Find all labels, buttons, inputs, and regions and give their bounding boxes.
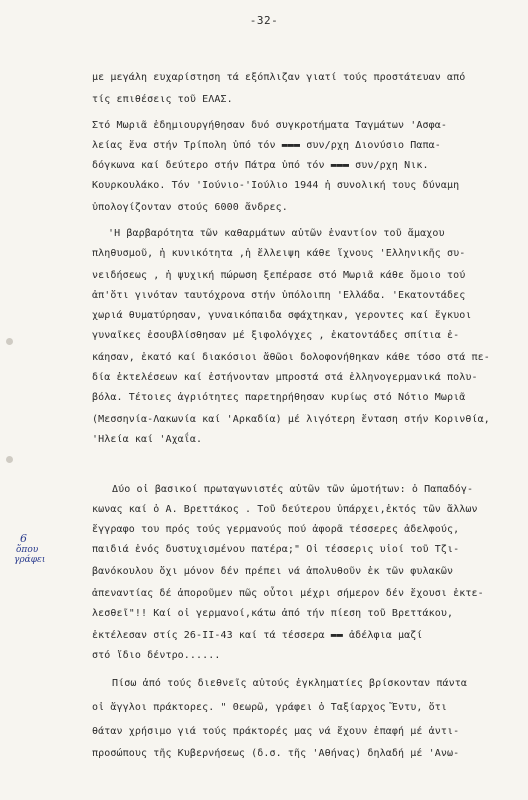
text-line: χωριά θυματύρησαν, γυναικόπαιδα σφάχτηκαν, γεροντες καί ἔγκυοι — [92, 310, 472, 321]
handwritten-margin-note — [10, 532, 45, 565]
margin-note-word: γράφει — [14, 555, 46, 565]
text-line: βανόκουλου ὄχι μόνον δέν πρέπει νά ἀπολυθοῦν ἐκ τῶν φυλακῶν — [92, 566, 454, 577]
text-line: στό ἴδιο δέντρο...... — [92, 650, 221, 661]
text-line: Κουρκουλάκο. Τόν 'Ιούνιο-'Ιούλιο 1944 ἡ συνολική τους δύναμη — [92, 180, 460, 191]
text-line: ἐκτέλεσαν στίς 26-II-43 καί τά τέσσερα ▬▬ ἀδέλφια μαζί — [92, 630, 423, 641]
text-line: πληθυσμοῦ, ἡ κυνικότητα ,ἡ ἔλλειψη κάθε ἴχνους 'Ελληνικῆς συ- — [92, 248, 466, 259]
text-line: θάταν χρήσιμο γιά τούς πράκτορές μας νά ἔχουν ἐπαφή μέ ἀντι- — [92, 726, 460, 737]
text-line: Στό Μωριᾶ ἐδημιουργήθησαν δυό συγκροτήματα Ταγμάτων 'Ασφα- — [92, 120, 447, 131]
text-line: νειδήσεως , ἡ ψυχική πώρωση ξεπέρασε στό Μωριᾶ κάθε ὅμοιο τού — [92, 270, 466, 281]
text-line: ἀπ'ὅτι γινόταν ταυτόχρονα στήν ὑπόλοιπη 'Ελλάδα. 'Εκατοντάδες — [92, 290, 466, 301]
text-line: οἱ ἄγγλοι πράκτορες. " Θεωρῶ, γράφει ὁ Ταξίαρχος Ἔντυ, ὅτι — [92, 702, 447, 713]
text-line: προσώπους τῆς Κυβερνήσεως (δ.σ. τῆς 'Αθήνας) δηλαδή μέ 'Ανω- — [92, 748, 460, 759]
text-line: δόγκωνα καί δεύτερο στήν Πάτρα ὑπό τόν ▬▬▬ συν/ρχη Νικ. — [92, 160, 429, 171]
punch-hole — [6, 456, 13, 463]
punch-hole — [6, 338, 13, 345]
text-line: 'Η βαρβαρότητα τῶν καθαρμάτων αὐτῶν ἐναντίον τοῦ ἄμαχου — [108, 228, 445, 239]
text-line: κάησαν, ἑκατό καί διακόσιοι ἄθῶοι δολοφονήθηκαν κάθε τόσο στά πε- — [92, 352, 490, 363]
text-line: ἀπεναντίας δέ ἀποροῦμεν πῶς οὗτοι μέχρι σήμερον δέν ἔχουσι ἐκτε- — [92, 588, 484, 599]
text-line: λεσθεῖ"!! Καί οἱ γερμανοί,κάτω ἀπό τήν πίεση τοῦ Βρεττάκου, — [92, 608, 454, 619]
text-line: ὑπολογίζονταν στούς 6000 ἄνδρες. — [92, 202, 288, 213]
text-line: κωνας καί ὁ Α. Βρεττάκος . Τοῦ δεύτερου ὑπάρχει,ἐκτός τῶν ἄλλων — [92, 504, 478, 515]
text-line: τίς επιθέσεις τοῦ ΕΛΑΣ. — [92, 94, 233, 105]
text-line: βόλα. Τέτοιες ἀγριότητες παρετηρήθησαν κυρίως στό Νότιο Μωριᾶ — [92, 392, 466, 403]
text-line: με μεγάλη ευχαρίστηση τά εξόπλιζαν γιατί τούς προστάτευαν από — [92, 72, 466, 83]
margin-note-word: ὅπου — [16, 545, 39, 555]
margin-note-number: 6 — [20, 532, 27, 545]
text-line: (Μεσσηνία-Λακωνία καί 'Αρκαδία) μέ λιγότερη ἔνταση στήν Κορινθία, — [92, 414, 490, 425]
text-line: δία ἐκτελέσεων καί ἐστήνονταν μπροστά στά ἑλληνογερμανικά πολυ- — [92, 372, 478, 383]
page-number: -32- — [249, 14, 279, 27]
text-line: ἔγγραφο του πρός τούς γερμανούς πού ἀφορᾶ τέσσερες ἀδελφούς, — [92, 524, 460, 535]
text-line: Δύο οἱ βασικοί πρωταγωνιστές αὐτῶν τῶν ὠμοτήτων: ὁ Παπαδόγ- — [112, 484, 474, 495]
text-line: λείας ἕνα στήν Τρίπολη ὑπό τόν ▬▬▬ συν/ρχη Διονύσιο Παπα- — [92, 140, 441, 151]
text-line: παιδιά ἑνός δυστυχισμένου πατέρα;" Οἱ τέσσερις υἱοί τοῦ Τζι- — [92, 544, 460, 555]
text-line: 'Ηλεία καί 'Αχαΐα. — [92, 434, 203, 445]
text-line: γυναῖκες ἐσουβλίσθησαν μέ ξιφολόγχες , ἑκατοντάδες σπίτια ἐ- — [92, 330, 460, 341]
text-line: Πίσω ἀπό τούς διεθνεῖς αὐτούς ἐγκληματίες βρίσκονταν πάντα — [112, 678, 467, 689]
